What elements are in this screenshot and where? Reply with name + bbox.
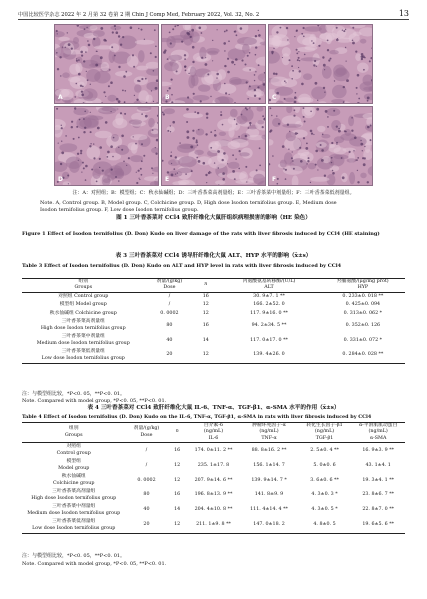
histology-panel-b — [161, 24, 266, 104]
cell-tgf: 2. 5±0. 4 ** — [310, 447, 339, 453]
col-header-hyp — [321, 279, 405, 293]
cell-dose: 80 — [166, 322, 173, 328]
header-cn: 剂量/(g/kg) — [156, 279, 183, 284]
table-row — [22, 443, 405, 458]
cell-hyp: 0. 352±0. 126 — [345, 322, 381, 328]
cell-sma: 16. 9±3. 9 ** — [362, 447, 395, 453]
cell-tgf: 4. 3±0. 5 * — [311, 507, 338, 513]
group-name-en: Medium dose Isodon ternifolius group — [36, 340, 130, 346]
table-row — [22, 318, 405, 333]
cell-group — [22, 310, 145, 318]
table-row — [22, 348, 405, 363]
cell-n: 14 — [174, 507, 181, 513]
cell-dose: / — [168, 293, 171, 299]
histology-figure-grid — [54, 24, 373, 186]
cell-alt: 139. 4±26. 0 — [253, 352, 285, 358]
table-row — [22, 488, 405, 503]
figure-caption-cn: 图 1 三叶香茶菜对 CCl4 致肝纤维化大鼠肝组织病理损害的影响（HE 染色） — [116, 215, 311, 221]
header-cn: 白介素-6 — [203, 423, 224, 428]
cell-hyp: 0. 284±0. 028 ** — [342, 352, 384, 358]
header-unit: (ng/mL) — [314, 429, 335, 435]
group-name-en: Control group — [56, 450, 91, 456]
table4 — [22, 422, 405, 534]
figure-note-en-1: Note. A, Control group. B, Model group. C, Colchicine group. D, High dose Isodon ternifolius group. E, Medium dose — [40, 200, 337, 206]
table-row — [22, 333, 405, 348]
col-header-group — [22, 279, 145, 293]
table3-title-en: Table 3 Effect of Isodon ternifolius (D. Don) Kudo on ALT and HYP level in rats with liver fibrosis induced by CCl4 — [22, 263, 342, 269]
cell-n: 12 — [174, 522, 181, 528]
cell-group — [22, 318, 145, 333]
header-en: TNF-α — [261, 435, 277, 441]
group-name-cn: 三叶香茶菜中剂量组 — [52, 504, 96, 510]
table-row — [22, 292, 405, 301]
panel-label: A — [58, 94, 63, 101]
group-name-en: High dose Isodon ternifolius group — [31, 495, 117, 501]
table3-note-cn: 注：与模型组比较，*P<0. 05，**P<0. 01。 — [22, 391, 126, 397]
cell-tgf: 4. 8±0. 5 — [313, 522, 336, 528]
cell-hyp: 0. 233±0. 018 ** — [342, 293, 384, 299]
table-row — [22, 473, 405, 488]
table4-title-cn: 表 4 三叶香茶菜对 CCl4 致肝纤维化大鼠 IL-6、TNF-α、TGF-β1、α-SMA 水平的作用（x̄±s） — [87, 405, 340, 411]
panel-label: F — [272, 176, 277, 183]
histology-image — [162, 107, 266, 186]
header-cn: 羟脯氨酸/(μg/mg prot) — [337, 279, 389, 284]
col-header-il6 — [187, 423, 241, 443]
cell-il6: 207. 9±14. 6 ** — [194, 477, 233, 483]
figure-note-en-2: Isodon ternifolius group. F, Low dose Isodon ternifolius group. — [40, 207, 199, 213]
histology-image — [55, 25, 159, 104]
group-name-cn: 秋水仙碱组 Colchicine group — [49, 310, 117, 316]
cell-dose: 0. 0002 — [160, 310, 179, 316]
cell-hyp: 0. 331±0. 072 * — [343, 337, 383, 343]
table3 — [22, 278, 405, 364]
cell-dose: 0. 0002 — [137, 477, 156, 483]
group-name-cn: 模型组 — [66, 459, 81, 465]
cell-dose: 40 — [143, 507, 150, 513]
cell-il6: 174. 0±11. 2 ** — [194, 447, 233, 453]
cell-il6: 211. 1±9. 8 ** — [196, 522, 231, 528]
cell-tnf: 147. 0±18. 2 — [253, 522, 285, 528]
running-header — [18, 6, 409, 18]
cell-n: 14 — [202, 337, 209, 343]
journal-header-text: 中国比较医学杂志 2022 年 2 月第 32 卷第 2 期 Chin J Comp Med, February 2022, Vol. 32, No. 2 — [18, 12, 260, 18]
header-en: α-SMA — [369, 435, 387, 441]
cell-tgf: 5. 0±0. 6 — [313, 462, 336, 468]
histology-image — [162, 25, 266, 104]
header-cn: 肿瘤坏死因子-α — [252, 423, 286, 428]
cell-tnf: 139. 9±14. 7 * — [251, 477, 287, 483]
cell-group — [22, 458, 125, 473]
col-header-n — [168, 423, 187, 443]
header-rule — [18, 19, 409, 20]
table4-note-cn: 注：与模型组比较，*P<0. 05，**P<0. 01。 — [22, 553, 126, 559]
table-header-row — [22, 423, 405, 443]
figure-caption-en: Figure 1 Effect of Isodon ternifolius (D. Don) Kudo on liver damage of the rats with liver fibrosis induced by CCl4 (HE staining) — [22, 231, 380, 237]
header-cn: 组别 — [68, 426, 79, 432]
panel-label: C — [272, 94, 277, 101]
cell-dose: 80 — [143, 492, 150, 498]
table4-title-en: Table 4 Effect of Isodon ternifolius (D. Don) Kudo on the IL-6, TNF-α, TGF-β1, α-SMA in rats with liver fibrosis induced by CCl4 — [22, 414, 372, 420]
cell-group — [22, 348, 145, 363]
group-name-cn: 三叶香茶菜高剂量组 — [61, 319, 105, 325]
header-n: n — [175, 429, 179, 435]
cell-n: 12 — [202, 352, 209, 358]
cell-hyp: 0. 425±0. 094 — [345, 302, 381, 308]
group-name-en: Model group — [58, 465, 90, 471]
group-name-cn: 三叶香茶菜低剂量组 — [52, 519, 96, 525]
cell-tgf: 3. 6±0. 6 ** — [310, 477, 339, 483]
group-name-en: Low dose Isodon ternifolius group — [41, 355, 125, 361]
cell-tnf: 88. 8±16. 2 ** — [251, 447, 287, 453]
histology-panel-d — [54, 106, 159, 186]
group-name-cn: 对照组 Control group — [58, 293, 109, 299]
cell-dose: 20 — [166, 352, 173, 358]
group-name-en: Medium dose Isodon ternifolius group — [27, 510, 121, 516]
col-header-sma — [351, 423, 405, 443]
group-name-cn: 三叶香茶菜低剂量组 — [61, 349, 105, 355]
header-en: ALT — [264, 285, 274, 291]
cell-group — [22, 503, 125, 518]
panel-label: B — [165, 94, 170, 101]
table3-note-en: Note. Compared with model group, *P<0. 05, **P<0. 01. — [22, 398, 167, 404]
cell-alt: 117. 9±16. 0 ** — [250, 310, 288, 316]
cell-dose: / — [168, 302, 171, 308]
cell-alt: 166. 2±52. 0 — [253, 302, 285, 308]
header-en: IL-6 — [208, 435, 219, 441]
cell-dose: / — [145, 447, 148, 453]
cell-group — [22, 473, 125, 488]
header-cn: 组别 — [78, 279, 89, 284]
col-header-dose — [145, 279, 195, 293]
header-cn: α-平滑肌肌动蛋白 — [358, 423, 398, 428]
cell-dose: 40 — [166, 337, 173, 343]
col-header-dose — [125, 423, 167, 443]
group-name-en: High dose Isodon ternifolius group — [40, 325, 126, 331]
cell-group — [22, 333, 145, 348]
header-unit: (ng/mL) — [368, 429, 388, 435]
cell-tnf: 111. 4±14. 4 ** — [250, 507, 288, 513]
header-en: Groups — [74, 285, 93, 291]
cell-tgf: 4. 3±0. 3 * — [311, 492, 338, 498]
cell-alt: 117. 0±17. 0 ** — [250, 337, 288, 343]
cell-alt: 94. 2±34. 5 ** — [251, 322, 287, 328]
table-row — [22, 458, 405, 473]
cell-dose: 20 — [143, 522, 150, 528]
histology-image — [269, 25, 373, 104]
header-en: Dose — [163, 285, 176, 291]
group-name-cn: 对照组 — [66, 444, 81, 450]
cell-group — [22, 292, 145, 301]
cell-n: 16 — [202, 322, 209, 328]
col-header-group — [22, 423, 125, 443]
cell-dose: / — [145, 462, 148, 468]
header-cn: 剂量/(g/kg) — [133, 426, 160, 432]
page-number: 13 — [398, 9, 409, 18]
table3-title-cn: 表 3 三叶香茶菜对 CCl4 诱导肝纤维化大鼠 ALT、HYP 水平的影响（x̄±s） — [115, 253, 312, 259]
header-unit: (ng/mL) — [259, 429, 279, 435]
header-unit: (ng/mL) — [203, 429, 224, 435]
panel-label: D — [58, 176, 63, 183]
table-row — [22, 503, 405, 518]
figure-note-cn: 注：A：对照组；B：模型组；C：秋水仙碱组；D：三叶香茶菜高剂量组；E：三叶香茶菜中剂量组；F：三叶香茶菜低剂量组。 — [72, 190, 355, 196]
header-en: TGF-β1 — [315, 435, 334, 441]
cell-sma: 19. 3±4. 1 ** — [362, 477, 395, 483]
cell-il6: 204. 4±10. 8 ** — [194, 507, 233, 513]
cell-sma: 43. 1±4. 1 — [365, 462, 391, 468]
cell-group — [22, 488, 125, 503]
cell-sma: 22. 8±7. 0 ** — [362, 507, 395, 513]
col-header-tgf — [298, 423, 352, 443]
cell-group — [22, 443, 125, 458]
cell-n: 12 — [202, 302, 209, 308]
cell-n: 12 — [202, 310, 209, 316]
col-header-n — [194, 279, 217, 293]
cell-n: 16 — [202, 293, 209, 299]
histology-image — [269, 107, 373, 186]
cell-group — [22, 301, 145, 309]
histology-panel-c — [268, 24, 373, 104]
group-name-en: Colchicine group — [52, 480, 95, 486]
group-name-en: Low dose Isodon ternifolius group — [32, 525, 116, 531]
cell-tnf: 156. 1±14. 7 — [253, 462, 285, 468]
col-header-alt — [217, 279, 320, 293]
cell-il6: 196. 8±13. 9 ** — [194, 492, 233, 498]
header-en: HYP — [357, 285, 369, 291]
cell-il6: 235. 1±17. 8 — [197, 462, 230, 468]
group-name-cn: 模型组 Model group — [59, 302, 107, 308]
cell-sma: 23. 8±6. 7 ** — [362, 492, 395, 498]
header-cn: 丙氨酸氨基转移酶/(U/L) — [242, 279, 296, 284]
col-header-tnf — [240, 423, 297, 443]
cell-tnf: 141. 8±9. 9 — [254, 492, 284, 498]
histology-panel-a — [54, 24, 159, 104]
histology-panel-e — [161, 106, 266, 186]
group-name-cn: 秋水仙碱组 — [61, 474, 86, 480]
histology-image — [55, 107, 159, 186]
cell-hyp: 0. 313±0. 062 * — [343, 310, 383, 316]
cell-n: 16 — [174, 492, 181, 498]
table4-note-en: Note. Compared with model group, *P<0. 05, **P<0. 01. — [22, 561, 167, 567]
cell-n: 16 — [174, 447, 181, 453]
histology-panel-f — [268, 106, 373, 186]
group-name-cn: 三叶香茶菜高剂量组 — [52, 489, 96, 495]
table-row — [22, 310, 405, 318]
cell-alt: 30. 9±7. 1 ** — [253, 293, 285, 299]
header-en: Groups — [64, 432, 83, 438]
group-name-cn: 三叶香茶菜中剂量组 — [61, 334, 105, 340]
cell-n: 12 — [174, 462, 181, 468]
header-n: n — [204, 282, 208, 288]
header-cn: 转化生长因子-β1 — [306, 423, 343, 428]
table-row — [22, 301, 405, 309]
header-en: Dose — [140, 432, 153, 438]
cell-sma: 19. 6±5. 6 ** — [362, 522, 395, 528]
panel-label: E — [165, 176, 170, 183]
table-row — [22, 518, 405, 533]
cell-n: 12 — [174, 477, 181, 483]
table-header-row — [22, 279, 405, 293]
cell-group — [22, 518, 125, 533]
